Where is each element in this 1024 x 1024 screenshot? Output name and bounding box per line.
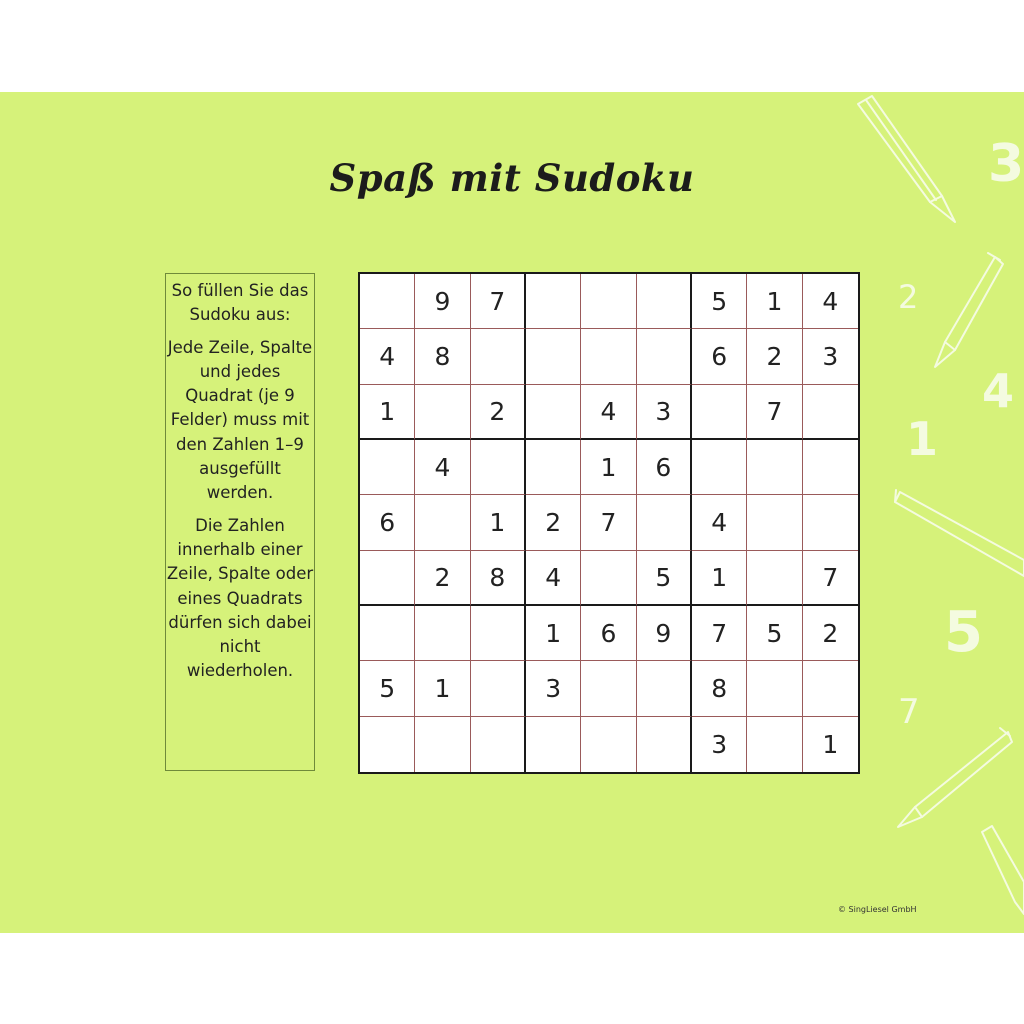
sudoku-cell-given: 7	[803, 551, 858, 606]
instructions-box	[165, 273, 315, 771]
sudoku-cell-empty[interactable]	[360, 606, 415, 661]
sudoku-cell-given: 3	[692, 717, 747, 772]
sudoku-cell-given: 2	[471, 385, 526, 440]
sudoku-cell-empty[interactable]	[581, 661, 636, 716]
sudoku-cell-given: 4	[526, 551, 581, 606]
sudoku-cell-given: 1	[581, 440, 636, 495]
instructions-rule-2: Die Zahlen innerhalb einer Zeile, Spalte oder eines Quadrats dürfen sich dabei nicht wiederholen.	[166, 515, 314, 681]
sudoku-cell-empty[interactable]	[692, 440, 747, 495]
decor-number: 7	[898, 692, 920, 732]
sudoku-cell-given: 3	[637, 385, 692, 440]
sudoku-cell-empty[interactable]	[637, 274, 692, 329]
sudoku-cell-given: 8	[471, 551, 526, 606]
sudoku-cell-empty[interactable]	[526, 440, 581, 495]
sudoku-cell-given: 4	[581, 385, 636, 440]
sudoku-cell-empty[interactable]	[747, 495, 802, 550]
pencil-icon	[935, 253, 1003, 367]
sudoku-cell-empty[interactable]	[526, 329, 581, 384]
sudoku-cell-given: 3	[526, 661, 581, 716]
sudoku-cell-given: 6	[581, 606, 636, 661]
sudoku-cell-empty[interactable]	[415, 495, 470, 550]
sudoku-cell-empty[interactable]	[471, 606, 526, 661]
sudoku-cell-empty[interactable]	[415, 606, 470, 661]
sudoku-cell-empty[interactable]	[415, 717, 470, 772]
decor-number: 4	[982, 364, 1015, 418]
sudoku-cell-given: 1	[822, 729, 839, 759]
sudoku-cell-given: 5	[692, 274, 747, 329]
sudoku-cell-given: 7	[692, 606, 747, 661]
sudoku-cell-given: 1	[526, 606, 581, 661]
pencil-icon	[982, 826, 1024, 914]
sudoku-cell-given: 3	[803, 329, 858, 384]
sudoku-cell-empty[interactable]	[415, 385, 470, 440]
decor-number: 5	[944, 600, 983, 665]
decor-number: 1	[906, 412, 939, 466]
decor-number: 3	[988, 134, 1024, 194]
sudoku-cell-empty[interactable]	[803, 440, 858, 495]
sudoku-cell-given: 7	[471, 274, 526, 329]
sudoku-cell-empty[interactable]	[747, 717, 802, 772]
sudoku-cell-empty[interactable]	[692, 385, 747, 440]
sudoku-cell-given: 6	[692, 329, 747, 384]
sudoku-cell-empty[interactable]	[803, 661, 858, 716]
sudoku-cell-given: 4	[803, 274, 858, 329]
page-panel	[0, 92, 1024, 933]
sudoku-cell-given: 7	[747, 385, 802, 440]
sudoku-cell-empty[interactable]	[581, 551, 636, 606]
sudoku-cell-empty[interactable]	[747, 551, 802, 606]
sudoku-cell-empty[interactable]	[471, 717, 526, 772]
sudoku-cell-empty[interactable]	[360, 440, 415, 495]
sudoku-cell-given: 6	[360, 495, 415, 550]
sudoku-cell-empty[interactable]	[471, 440, 526, 495]
sudoku-cell-given: 7	[581, 495, 636, 550]
sudoku-cell-given: 2	[415, 551, 470, 606]
sudoku-cell-given: 2	[747, 329, 802, 384]
pencil-icon	[898, 728, 1012, 827]
sudoku-cell-empty[interactable]	[360, 551, 415, 606]
sudoku-cell-given: 4	[415, 440, 470, 495]
sudoku-cell-given: 9	[415, 274, 470, 329]
decor-number: 2	[898, 278, 919, 316]
sudoku-cell-given: 5	[360, 661, 415, 716]
sudoku-cell-given: 4	[692, 495, 747, 550]
sudoku-cell-given: 1	[471, 495, 526, 550]
sudoku-cell-empty[interactable]	[360, 274, 415, 329]
sudoku-cell-empty[interactable]	[581, 717, 636, 772]
sudoku-cell-empty[interactable]	[360, 717, 415, 772]
sudoku-cell-given: 2	[803, 606, 858, 661]
sudoku-cell-empty[interactable]	[637, 717, 692, 772]
sudoku-cell-empty[interactable]	[637, 661, 692, 716]
sudoku-cell-given: 2	[526, 495, 581, 550]
sudoku-cell-given: 1	[692, 551, 747, 606]
sudoku-cell-empty[interactable]	[526, 717, 581, 772]
pencil-icon	[895, 490, 1024, 576]
sudoku-cell-given: 1	[747, 274, 802, 329]
sudoku-cell-empty[interactable]	[747, 661, 802, 716]
sudoku-cell-given: 8	[415, 329, 470, 384]
sudoku-cell-empty[interactable]	[526, 385, 581, 440]
sudoku-cell-empty[interactable]	[471, 661, 526, 716]
sudoku-cell-empty[interactable]	[581, 329, 636, 384]
instructions-rule-1: Jede Zeile, Spalte und jedes Quadrat (je 9 Felder) muss mit den Zahlen 1–9 ausgefüllt werden.	[167, 337, 313, 503]
sudoku-cell-empty[interactable]	[581, 274, 636, 329]
page-title: Spaß mit Sudoku	[329, 156, 695, 200]
sudoku-cell-empty[interactable]	[526, 274, 581, 329]
sudoku-cell-empty[interactable]	[637, 329, 692, 384]
sudoku-cell-given: 9	[637, 606, 692, 661]
sudoku-cell-empty[interactable]	[471, 329, 526, 384]
sudoku-grid	[358, 272, 860, 774]
instructions-heading: So füllen Sie das Sudoku aus:	[171, 281, 309, 325]
sudoku-cell-given: 1	[360, 385, 415, 440]
sudoku-cell-empty[interactable]	[803, 495, 858, 550]
sudoku-cell-empty[interactable]	[637, 495, 692, 550]
sudoku-cell-empty[interactable]	[747, 440, 802, 495]
sudoku-cell-given: 5	[747, 606, 802, 661]
sudoku-cell-empty[interactable]	[803, 385, 858, 440]
sudoku-cell-given: 1	[415, 661, 470, 716]
sudoku-cell-given: 4	[360, 329, 415, 384]
sudoku-cell-given: 5	[637, 551, 692, 606]
sudoku-cell-given: 8	[692, 661, 747, 716]
sudoku-cell-given: 6	[637, 440, 692, 495]
copyright-notice: © SingLiesel GmbH	[838, 905, 917, 914]
